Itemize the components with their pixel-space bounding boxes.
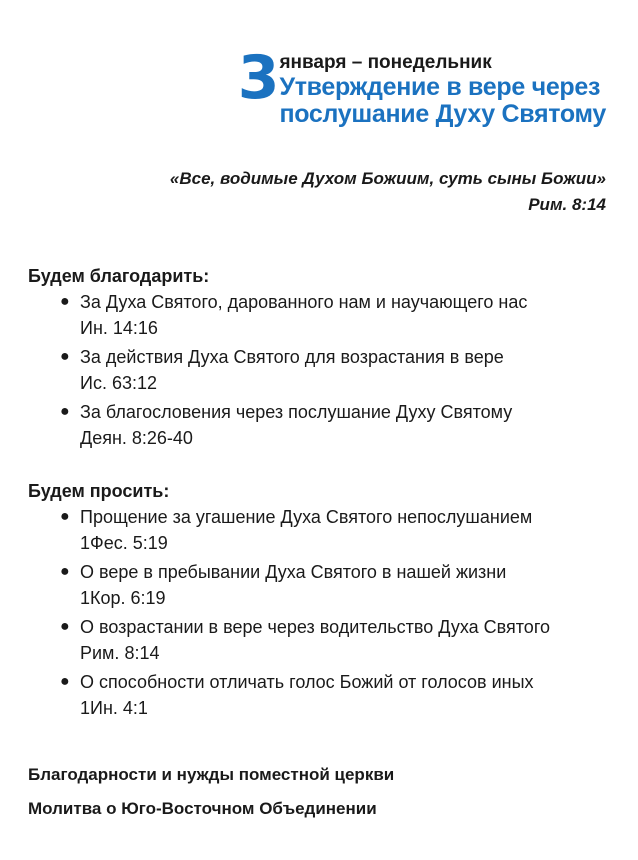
item-reference: Ин. 14:16: [80, 318, 158, 338]
requests-title: Будем просить:: [28, 481, 170, 501]
item-text: Прощение за угашение Духа Святого непослушанием: [80, 507, 533, 527]
thanks-section: [28, 263, 618, 454]
thanks-title: Будем благодарить:: [28, 266, 210, 286]
list-item: [56, 614, 618, 666]
footer-line-2: Молитва о Юго-Восточном Объединении: [28, 799, 377, 818]
item-text: О вере в пребывании Духа Святого в нашей жизни: [80, 562, 507, 582]
bullet-icon: ●: [60, 673, 70, 690]
list-item: [56, 344, 618, 396]
list-item: [56, 669, 618, 721]
title-line-2: послушание Духу Святому: [279, 100, 606, 128]
item-text: За благословения через послушание Духу Святому: [80, 402, 513, 422]
item-text: За действия Духа Святого для возрастания в вере: [80, 347, 504, 367]
bullet-icon: ●: [60, 348, 70, 365]
verse-block: [170, 166, 606, 218]
bullet-icon: ●: [60, 618, 70, 635]
footer-line-1: Благодарности и нужды поместной церкви: [28, 765, 395, 784]
list-item: [56, 559, 618, 611]
bullet-icon: ●: [60, 403, 70, 420]
item-reference: Деян. 8:26-40: [80, 428, 193, 448]
item-reference: Ис. 63:12: [80, 373, 157, 393]
list-item: [56, 504, 618, 556]
list-item: [56, 399, 618, 451]
bullet-icon: ●: [60, 508, 70, 525]
bullet-icon: ●: [60, 563, 70, 580]
verse-reference: Рим. 8:14: [528, 195, 606, 214]
requests-list: [28, 504, 618, 721]
date-line: января – понедельник: [279, 52, 492, 73]
requests-section: [28, 478, 618, 724]
day-number: 3: [237, 43, 278, 113]
item-reference: Рим. 8:14: [80, 643, 160, 663]
item-reference: 1Фес. 5:19: [80, 533, 168, 553]
page-header: [237, 43, 606, 128]
bullet-icon: ●: [60, 293, 70, 310]
verse-text: «Все, водимые Духом Божиим, суть сыны Божии»: [169, 169, 606, 188]
item-reference: 1Кор. 6:19: [80, 588, 166, 608]
item-text: О возрастании в вере через водительство Духа Святого: [80, 617, 550, 637]
list-item: [56, 289, 618, 341]
item-reference: 1Ин. 4:1: [80, 698, 148, 718]
header-text: [279, 46, 606, 128]
item-text: О способности отличать голос Божий от голосов иных: [80, 672, 534, 692]
item-text: За Духа Святого, дарованного нам и научающего нас: [80, 292, 528, 312]
thanks-list: [28, 289, 618, 451]
title-line-1: Утверждение в вере через: [279, 73, 601, 101]
